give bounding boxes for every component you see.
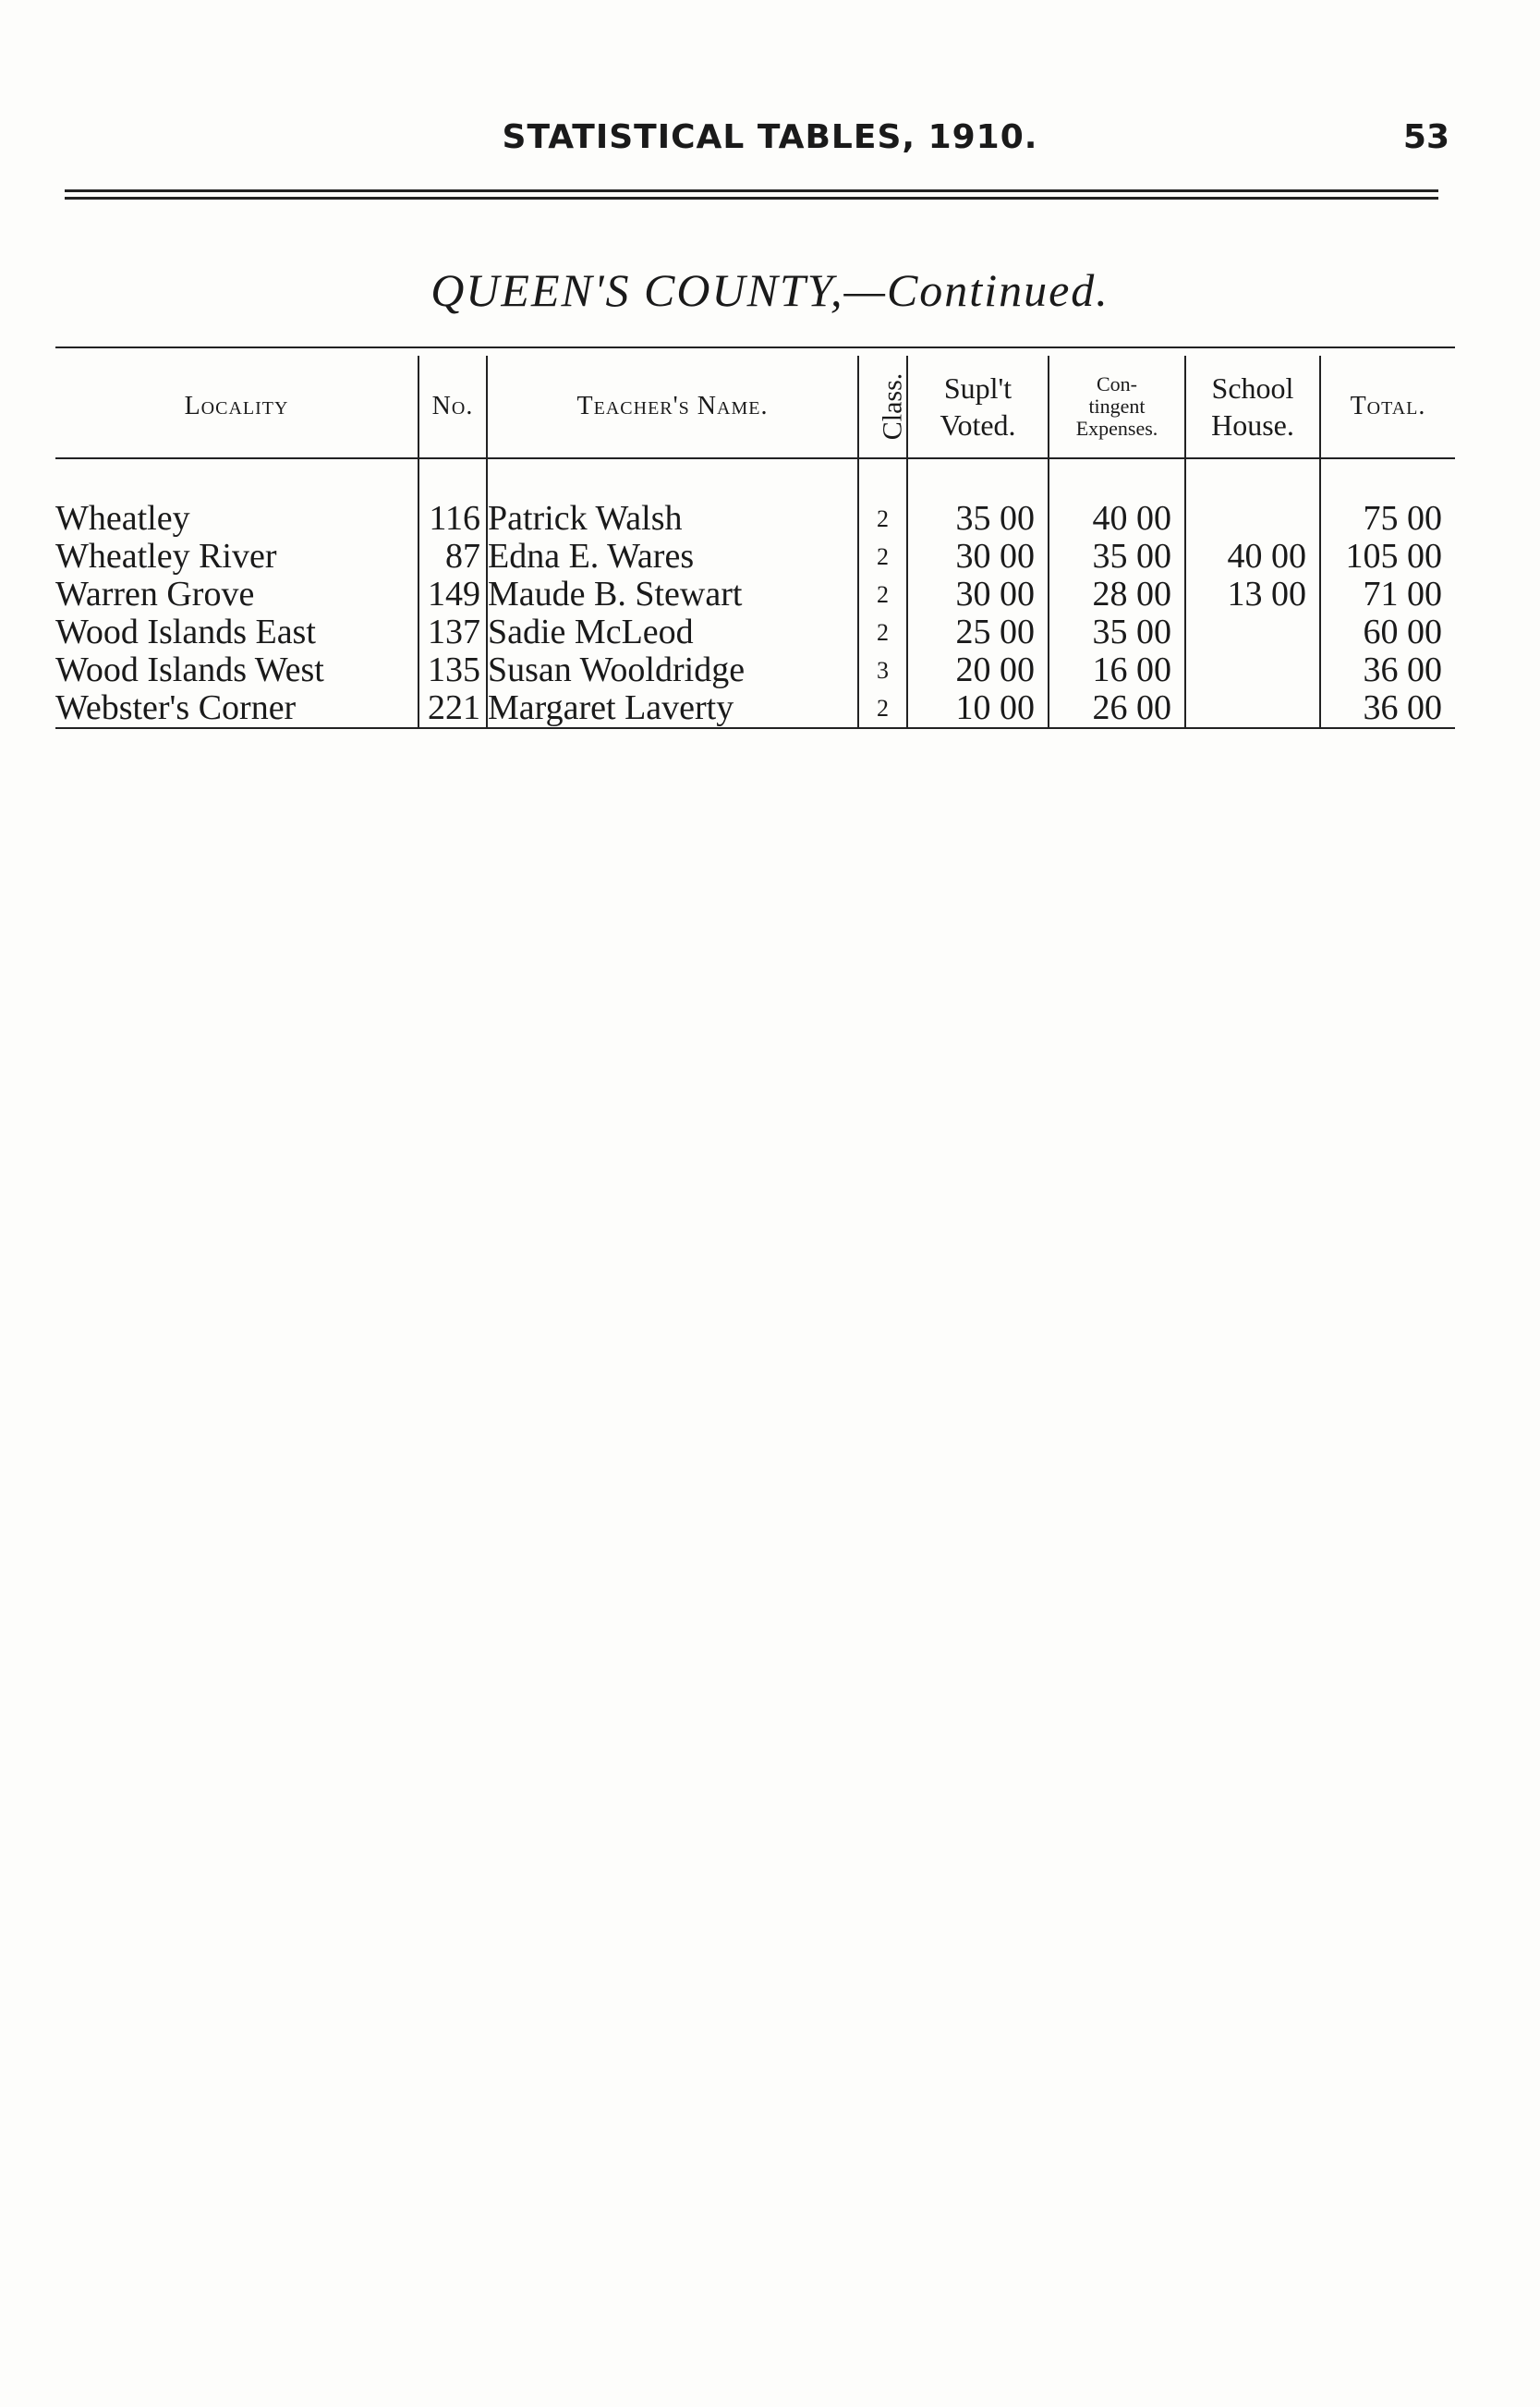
column-header-school-house: [1185, 356, 1320, 458]
table-row: [55, 689, 1455, 728]
cell-no: 137: [418, 614, 487, 651]
column-header-class-label: Class.: [877, 372, 908, 441]
table-row: [55, 576, 1455, 614]
cont-line-1: Con-: [1097, 372, 1137, 395]
school-line-2: House.: [1211, 408, 1294, 442]
cell-school-house: 13 00: [1185, 576, 1320, 614]
cell-teacher: Edna E. Wares: [487, 538, 858, 576]
cell-total: 71 00: [1320, 576, 1455, 614]
cell-supl-voted: 25 00: [907, 614, 1049, 651]
column-header-total: Total.: [1320, 356, 1455, 458]
cell-class: 2: [858, 614, 907, 651]
cell-locality: Wood Islands East: [55, 613, 316, 651]
supl-line-2: Voted.: [940, 408, 1016, 442]
cell-locality: Wheatley River: [55, 537, 277, 576]
cell-locality: Wood Islands West: [55, 650, 324, 689]
cell-teacher: Susan Wooldridge: [487, 651, 858, 689]
cell-class: 2: [858, 576, 907, 614]
cell-class: 2: [858, 689, 907, 728]
table-row: [55, 651, 1455, 689]
header-double-rule: [65, 189, 1438, 200]
section-title: QUEEN'S COUNTY,—Continued.: [430, 264, 1110, 316]
cell-total: 60 00: [1320, 614, 1455, 651]
cell-total: 105 00: [1320, 538, 1455, 576]
cell-locality: Webster's Corner: [55, 689, 418, 728]
cell-teacher: Margaret Laverty: [487, 689, 858, 728]
cell-class: 3: [858, 651, 907, 689]
column-header-no: No.: [418, 356, 487, 458]
cont-line-2: tingent: [1088, 395, 1146, 418]
cell-total: 75 00: [1320, 500, 1455, 538]
supl-line-1: Supl't: [943, 371, 1013, 405]
cell-locality: Warren Grove: [55, 575, 255, 614]
page-header-title: STATISTICAL TABLES, 1910.: [502, 118, 1038, 156]
table-header-row: [55, 356, 1455, 458]
cell-supl-voted: 10 00: [907, 689, 1049, 728]
cell-class: 2: [858, 500, 907, 538]
cont-line-3: Expenses.: [1075, 417, 1158, 440]
cell-teacher: Maude B. Stewart: [487, 576, 858, 614]
cell-no: 135: [418, 651, 487, 689]
table-row: [55, 500, 1455, 538]
teachers-table-container: [55, 346, 1455, 729]
cell-contingent: 35 00: [1049, 538, 1185, 576]
cell-school-house: [1185, 689, 1320, 728]
cell-teacher: Patrick Walsh: [487, 500, 858, 538]
cell-contingent: 40 00: [1049, 500, 1185, 538]
cell-class: 2: [858, 538, 907, 576]
cell-contingent: 16 00: [1049, 651, 1185, 689]
cell-no: 116: [418, 500, 487, 538]
school-line-1: School: [1211, 371, 1294, 405]
cell-supl-voted: 30 00: [907, 538, 1049, 576]
cell-no: 149: [418, 576, 487, 614]
cell-supl-voted: 20 00: [907, 651, 1049, 689]
column-header-locality: Locality: [55, 356, 418, 458]
column-header-teacher: Teacher's Name.: [487, 356, 858, 458]
cell-school-house: [1185, 651, 1320, 689]
table-row: [55, 538, 1455, 576]
cell-contingent: 26 00: [1049, 689, 1185, 728]
table-spacer-row: [55, 458, 1455, 500]
table-row: [55, 614, 1455, 651]
cell-school-house: 40 00: [1185, 538, 1320, 576]
cell-contingent: 28 00: [1049, 576, 1185, 614]
page-number: 53: [1402, 118, 1449, 156]
cell-supl-voted: 35 00: [907, 500, 1049, 538]
column-header-class: [858, 356, 907, 458]
cell-school-house: [1185, 500, 1320, 538]
teachers-table: [55, 346, 1455, 729]
cell-total: 36 00: [1320, 651, 1455, 689]
cell-no: 221: [418, 689, 487, 728]
cell-school-house: [1185, 614, 1320, 651]
cell-locality: Wheatley: [55, 499, 190, 538]
cell-contingent: 35 00: [1049, 614, 1185, 651]
column-header-supl-voted: [907, 356, 1049, 458]
cell-supl-voted: 30 00: [907, 576, 1049, 614]
column-header-contingent-expenses: [1049, 356, 1185, 458]
cell-total: 36 00: [1320, 689, 1455, 728]
cell-no: 87: [418, 538, 487, 576]
cell-teacher: Sadie McLeod: [487, 614, 858, 651]
